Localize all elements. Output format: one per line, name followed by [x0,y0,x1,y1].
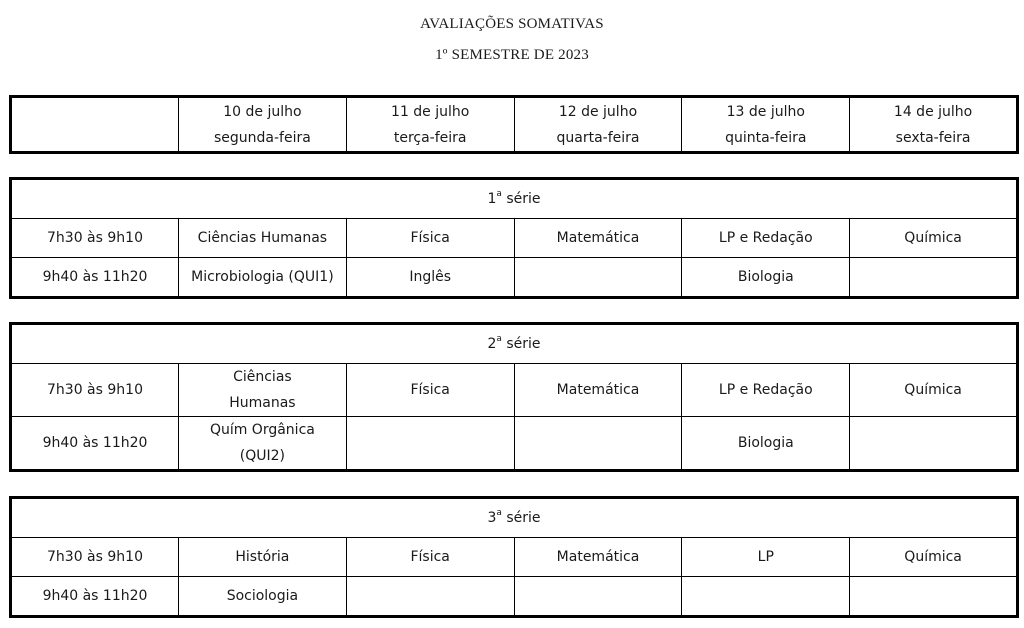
subject-cell: Ciências Humanas [179,219,347,258]
subject-cell [514,258,682,298]
day-weekday: terça-feira [393,129,467,146]
subject-cell: Matemática [514,538,682,577]
serie-title [11,324,1018,364]
subject-text: Quím Orgânica (QUI2) [209,422,315,464]
subject-cell: Biologia [682,258,850,298]
serie-title [11,179,1018,219]
serie-word: série [506,336,541,352]
schedule-row [11,417,1018,471]
serie-number: 3 [487,510,497,526]
subject-cell: História [179,538,347,577]
subject-cell: Química [850,219,1018,258]
serie-1-table [9,177,1019,299]
day-date: 13 de julho [726,103,805,120]
subject-cell: Química [850,538,1018,577]
subject-cell [850,417,1018,471]
day-date: 12 de julho [558,103,638,120]
subject-cell: Biologia [682,417,850,471]
subject-cell: Física [346,538,514,577]
schedule-row [11,538,1018,577]
serie-title-row [11,324,1018,364]
day-weekday: segunda-feira [213,129,311,146]
day-weekday: sexta-feira [895,129,971,146]
subject-cell [346,417,514,471]
time-slot-cell: 7h30 às 9h10 [11,219,179,258]
serie-3-table [9,496,1019,618]
subject-cell: LP [682,538,850,577]
day-date: 11 de julho [391,103,470,120]
day-header-cell [514,97,682,153]
subject-cell [682,577,850,617]
time-slot-cell: 7h30 às 9h10 [11,364,179,417]
time-slot-cell: 9h40 às 11h20 [11,417,179,471]
serie-word: série [506,510,541,526]
subject-cell: LP e Redação [682,219,850,258]
schedule-row [11,577,1018,617]
subject-cell: LP e Redação [682,364,850,417]
day-header-cell [179,97,347,153]
serie-word: série [506,191,541,207]
subject-cell: Matemática [514,364,682,417]
time-slot-cell: 7h30 às 9h10 [11,538,179,577]
subject-text: Ciências Humanas [229,369,296,411]
schedule-row [11,258,1018,298]
day-weekday: quarta-feira [556,129,640,146]
serie-number: 2 [487,336,497,352]
schedule-row [11,364,1018,417]
serie-title-row [11,179,1018,219]
dates-header-table [9,95,1019,154]
schedule-row [11,219,1018,258]
subject-cell [514,417,682,471]
time-slot-cell: 9h40 às 11h20 [11,577,179,617]
day-weekday: quinta-feira [725,129,807,146]
subject-cell: Química [850,364,1018,417]
serie-ordinal: a [496,334,502,345]
time-slot-cell: 9h40 às 11h20 [11,258,179,298]
document-title: AVALIAÇÕES SOMATIVAS [420,16,604,32]
serie-title [11,498,1018,538]
day-header-cell [850,97,1018,153]
subject-cell [179,364,347,417]
subject-cell [179,417,347,471]
document-subtitle: 1º SEMESTRE DE 2023 [435,47,589,63]
subject-cell: Inglês [346,258,514,298]
subject-cell [850,258,1018,298]
subject-cell: Microbiologia (QUI1) [179,258,347,298]
subject-cell: Física [346,219,514,258]
serie-ordinal: a [496,189,502,200]
dates-header-row [11,97,1018,153]
day-header-cell [682,97,850,153]
subject-cell: Física [346,364,514,417]
subject-cell: Sociologia [179,577,347,617]
serie-number: 1 [487,191,497,207]
day-date: 10 de julho [223,103,302,120]
day-date: 14 de julho [893,103,973,120]
serie-title-row [11,498,1018,538]
empty-corner-cell [11,97,179,153]
subject-cell: Matemática [514,219,682,258]
subject-cell [346,577,514,617]
day-header-cell [346,97,514,153]
serie-ordinal: a [496,508,502,519]
subject-cell [850,577,1018,617]
subject-cell [514,577,682,617]
serie-2-table [9,322,1019,472]
